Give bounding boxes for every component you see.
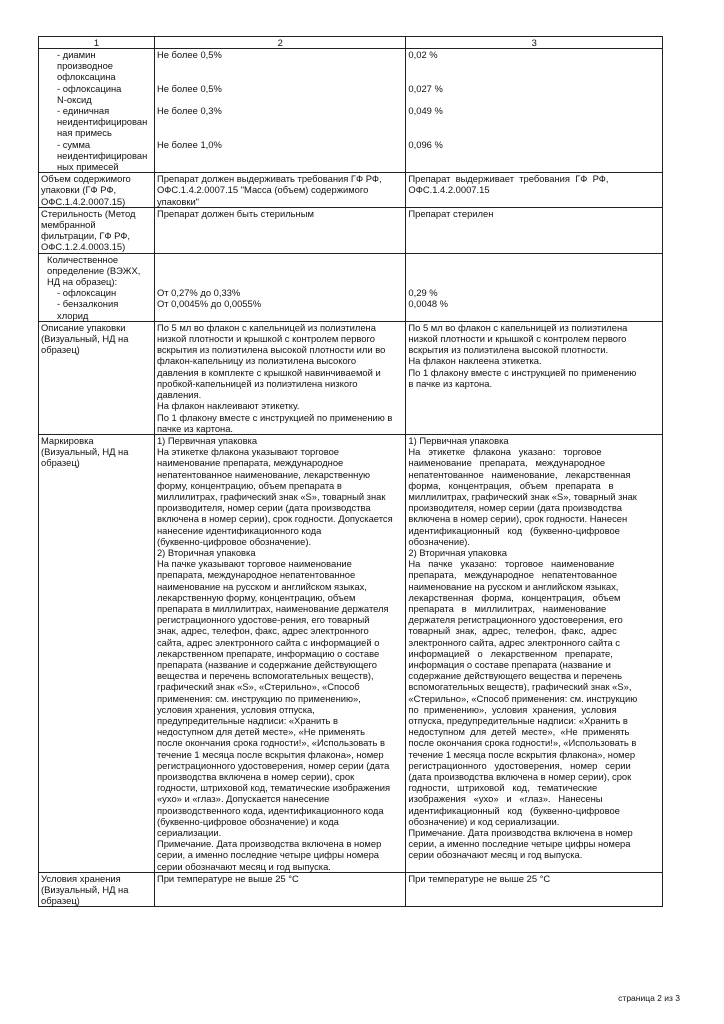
text-line: информацией о лекарственном препарате, — [408, 647, 613, 659]
table-row — [39, 49, 663, 83]
param-name: - бензалкония хлорид — [39, 298, 155, 321]
table-row — [39, 83, 663, 105]
text-line: На пачке указано: торговое наименование — [408, 558, 615, 570]
text-line: (буквенно-цифровое обозначение). — [156, 535, 312, 547]
text-line: включена в номер серии), срок годности. Нанесен — [408, 513, 628, 525]
result: 0,049 % — [406, 105, 663, 139]
text-line: содержание действующего вещества и перечень — [408, 670, 623, 682]
text-line: наименование на русском и английском языках, — [156, 580, 367, 592]
table-row — [39, 253, 663, 287]
text-line: форму, концентрацию, объем препарата в — [156, 479, 342, 491]
text-line: 2) Вторичная упаковка — [408, 546, 507, 558]
text-line: идентификационный код (буквенно-цифровое — [408, 524, 620, 536]
text-line: применения: см. инструкцию по применению», — [156, 692, 361, 704]
text-line: (дата производства включена в номер серии), срок — [408, 771, 632, 782]
text-line: На этикетке флакона указывают торговое — [156, 446, 340, 458]
requirement: Препарат должен выдерживать требования ГФ РФ, ОФС.1.4.2.0007.15 "Масса (объем) содержимого упаковки" — [154, 173, 405, 208]
text-line: после окончания срока годности!», «Использовать в — [408, 737, 637, 749]
text-line: изображения «ухо» и «глаз». Нанесены — [408, 793, 603, 805]
text-line: лекарственном препарате, информацию о составе — [156, 647, 380, 659]
text-line: годности, штриховой код, тематические изображения — [156, 782, 391, 794]
result: 0,027 % — [406, 83, 663, 105]
text-line: препарата (название и содержание действующего — [156, 658, 377, 670]
table-row — [39, 321, 663, 434]
text-line: лекарственная форма, концентрация, объем — [408, 591, 621, 603]
text-line: производителя, номер серии (дата производства — [156, 502, 371, 514]
param-name: Условия хранения (Визуальный, НД на образец) — [39, 872, 155, 907]
text-line: 2) Вторичная упаковка — [156, 546, 256, 558]
text-line: 1) Первичная упаковка — [156, 434, 258, 446]
text-line: серии обозначают месяц и год выпуска. — [408, 849, 583, 861]
requirement: Не более 0,5% — [154, 49, 405, 83]
text-line: производства включена в номер серии), срок — [156, 771, 355, 782]
text-line: форма, концентрация, объем препарата в — [408, 479, 614, 491]
requirement: От 0,0045% до 0,0055% — [154, 298, 405, 321]
requirement: По 5 мл во флакон с капельницей из полиэтилена низкой плотности и крышкой с контролем первого вскрытия из полиэтилена высокой плотности или во флакон-капельницу из полиэтилена высокого давления в комплекте с крышкой навинчиваемой и пробкой-капельницей из полиэтилена низкого давления. На флакон наклеивают этикетку. По 1 флакону вместе с инструкцией по применению в пачке из картона. — [154, 321, 405, 434]
requirement: Не более 0,3% — [154, 105, 405, 139]
column-number-2: 2 — [154, 37, 405, 49]
text-line: 1) Первичная упаковка — [408, 434, 509, 446]
table-row — [39, 173, 663, 208]
text-line: недоступном для детей месте», «Не применять — [156, 726, 365, 738]
text-line: препарата, международное непатентованное — [408, 569, 618, 581]
text-line: серии, а именно последние четыре цифры номера — [408, 838, 631, 850]
text-line: миллилитрах, графический знак «S», товарный знак — [156, 490, 386, 502]
text-line: обозначение). — [408, 535, 471, 547]
requirement — [154, 434, 405, 872]
text-line: препарата в миллилитрах, наименование — [408, 602, 607, 614]
text-line: сериализации. — [156, 827, 222, 839]
text-line: На этикетке флакона указано: торговое — [408, 446, 602, 458]
table-header-row — [39, 37, 663, 49]
text-line: непатентованное наименование, лекарственную — [156, 468, 371, 480]
text-line: товарный знак, адрес, телефон, факс, адрес — [408, 625, 617, 637]
text-line: производственного кода, идентификационного кода — [156, 804, 384, 816]
text-line: Примечание. Дата производства включена в номер — [408, 827, 633, 839]
text-line: электронного сайта, адрес электронного сайта с — [408, 636, 620, 648]
column-number-3: 3 — [406, 37, 663, 49]
requirement: При температуре не выше 25 °С — [154, 872, 405, 907]
text-line: регистрационного удостоверения, номер серии (дата — [156, 759, 390, 771]
table-row — [39, 105, 663, 139]
text-line: условия хранения, условия отпуска, — [156, 703, 315, 715]
table-row — [39, 298, 663, 321]
text-line: «Стерильно», «Способ применения: см. инструкцию — [408, 692, 638, 704]
text-line: вещества и перечень вспомогательных веществ), — [156, 670, 374, 682]
text-line: обозначение) и код сериализации. — [408, 815, 560, 827]
table-row — [39, 434, 663, 872]
param-name: Стерильность (Метод мембранной фильтрации, ГФ РФ, ОФС.1.2.4.0003.15) — [39, 207, 155, 253]
text-line: наименование препарата, международное — [408, 457, 606, 469]
text-line: держателя регистрационного удостоверения, его — [408, 614, 623, 626]
text-line: информация о составе препарата (название и — [408, 658, 611, 670]
result: Препарат выдерживает требования ГФ РФ, ОФС.1.4.2.0007.15 — [406, 173, 663, 208]
page-number: страница 2 из 3 — [618, 993, 680, 1003]
text-line: предупредительные надписи: «Хранить в — [156, 714, 338, 726]
table-row — [39, 207, 663, 253]
text-line: «ухо» и «глаз». Допускается нанесение — [156, 793, 330, 805]
text-line: по применению», условия хранения, условия — [408, 703, 617, 715]
requirement: Не более 0,5% — [154, 83, 405, 105]
param-name: Описание упаковки (Визуальный, НД на образец) — [39, 321, 155, 434]
result: 0,096 % — [406, 139, 663, 173]
requirement: Не более 1,0% — [154, 139, 405, 173]
param-name: Объем содержимого упаковки (ГФ РФ, ОФС.1.4.2.0007.15) — [39, 173, 155, 208]
text-line: течение 1 месяца после вскрытия флакона», номер — [408, 748, 636, 760]
requirement: Препарат должен быть стерильным — [154, 207, 405, 253]
text-line: наименование препарата, международное — [156, 457, 344, 469]
table-row — [39, 872, 663, 907]
text-line: серии обозначают месяц и год выпуска. — [156, 860, 331, 872]
result: При температуре не выше 25 °С — [406, 872, 663, 907]
specification-table — [38, 36, 663, 907]
text-line: регистрационного удостоверения, номер серии — [408, 759, 631, 771]
text-line: препарата в миллилитрах, наименование держателя — [156, 602, 389, 614]
text-line: (буквенно-цифровое обозначение) и кода — [156, 815, 339, 827]
result: По 5 мл во флакон с капельницей из полиэтилена низкой плотности и крышкой с контролем первого вскрытия из полиэтилена высокой плотности. На флакон наклеена этикетка. По 1 флакону вместе с инструкцией по применению в пачке из картона. — [406, 321, 663, 434]
column-number-1: 1 — [39, 37, 155, 49]
text-line: препарата, международное непатентованное — [156, 569, 356, 581]
param-name: - диамин производное офлоксацина — [39, 49, 155, 83]
param-name: - офлоксацин — [39, 287, 155, 298]
text-line: недоступном для детей месте», «Не применять — [408, 726, 630, 738]
text-line: идентификационный код (буквенно-цифровое — [408, 804, 620, 816]
result: Препарат стерилен — [406, 207, 663, 253]
text-line: непатентованное наименование, лекарственная — [408, 468, 631, 480]
result: 0,02 % — [406, 49, 663, 83]
table-row — [39, 139, 663, 173]
text-line: графический знак «S», «Стерильно», «Способ — [156, 681, 360, 693]
param-name: - единичная неидентифицирован ная примесь — [39, 105, 155, 139]
param-name: Маркировка (Визуальный, НД на образец) — [39, 434, 155, 872]
text-line: лекарственную форму, концентрацию, объем — [156, 591, 356, 603]
param-name: Количественное определение (ВЭЖХ, НД на образец): — [39, 253, 155, 287]
text-line: включена в номер серии), срок годности. Допускается — [156, 513, 393, 525]
text-line: годности, штриховой код, тематические — [408, 782, 598, 794]
text-line: регистрационного удостове-рения, его товарный — [156, 614, 370, 626]
text-line: производителя, номер серии (дата производства — [408, 502, 623, 514]
result — [406, 434, 663, 872]
text-line: вспомогательных веществ), графический знак «S», — [408, 681, 632, 693]
text-line: нанесение идентификационного кода — [156, 524, 322, 536]
text-line: На пачке указывают торговое наименование — [156, 558, 352, 570]
text-line: сайта, адрес электронного сайта с информацией о — [156, 636, 380, 648]
text-line: после окончания срока годности!», «Использовать в — [156, 737, 385, 749]
text-line: отпуска, предупредительные надписи: «Хранить в — [408, 714, 628, 726]
text-line: Примечание. Дата производства включена в номер — [156, 838, 382, 850]
result: 0,0048 % — [406, 298, 663, 321]
text-line: наименование на русском и английском языках, — [408, 580, 619, 592]
table-row — [39, 287, 663, 298]
text-line: миллилитрах, графический знак «S», товарный знак — [408, 490, 637, 502]
text-line: серии, а именно последние четыре цифры номера — [156, 849, 380, 861]
text-line: знак, адрес, телефон, факс, адрес электронного — [156, 625, 369, 637]
param-name: - офлоксацина N-оксид — [39, 83, 155, 105]
requirement: От 0,27% до 0,33% — [154, 287, 405, 298]
result: 0,29 % — [406, 287, 663, 298]
param-name: - сумма неидентифицирован ных примесей — [39, 139, 155, 173]
text-line: течение 1 месяца после вскрытия флакона», номер — [156, 748, 384, 760]
